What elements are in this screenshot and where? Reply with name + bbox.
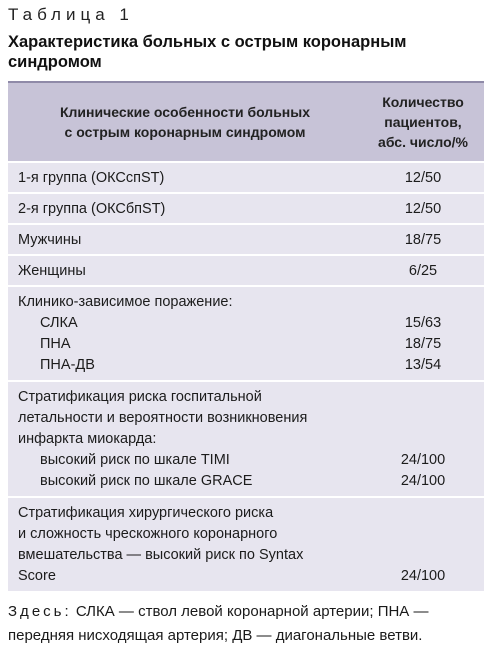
row-value: 18/75 — [404, 232, 442, 248]
header-count — [362, 92, 484, 152]
row-subitem: высокий риск по шкале TIMI — [40, 452, 230, 468]
row-text: Score — [18, 568, 56, 584]
table-row — [8, 192, 484, 223]
table-footnote — [8, 600, 488, 648]
row-text: Клинико-зависимое поражение: — [18, 294, 233, 310]
row-label: Женщины — [18, 263, 86, 279]
table-caption: Таблица 1 — [8, 5, 134, 24]
row-subitem: СЛКА — [40, 315, 78, 331]
row-text: Стратификация риска госпитальной — [18, 389, 262, 405]
row-subitem: ПНА — [40, 336, 71, 352]
title-line: Характеристика больных с острым коронарным — [8, 33, 407, 51]
row-label: 2-я группа (ОКСбпST) — [18, 201, 166, 217]
row-subvalue: 15/63 — [404, 315, 442, 331]
row-label: Мужчины — [18, 232, 82, 248]
table-title — [8, 32, 478, 72]
row-subvalue: 13/54 — [404, 357, 442, 373]
table-row — [8, 223, 484, 254]
row-subvalue: 24/100 — [400, 452, 446, 468]
header-text: пациентов, — [384, 114, 462, 130]
header-text: абс. число/% — [378, 134, 468, 150]
row-value — [362, 287, 484, 380]
row-subitem: ПНА-ДВ — [40, 357, 95, 373]
header-text: с острым коронарным синдромом — [64, 124, 306, 140]
row-subvalue: 24/100 — [400, 568, 446, 584]
row-label: 1-я группа (ОКСспST) — [18, 170, 165, 186]
table-header — [8, 81, 484, 161]
row-text: Стратификация хирургического риска — [18, 505, 274, 521]
row-label — [8, 382, 362, 496]
row-text: инфаркта миокарда: — [18, 431, 157, 447]
table-row — [8, 380, 484, 496]
row-subvalue: 18/75 — [404, 336, 442, 352]
row-text: и сложность чрескожного коронарного — [18, 526, 278, 542]
row-value — [362, 498, 484, 591]
table-row — [8, 254, 484, 285]
patients-table — [8, 81, 484, 591]
footnote-line — [8, 600, 488, 624]
table-row — [8, 285, 484, 380]
row-text: вмешательства — высокий риск по Syntax — [18, 547, 304, 563]
footnote-text: СЛКА — ствол левой коронарной артерии; ПНА — — [75, 603, 429, 620]
row-value: 12/50 — [404, 170, 442, 186]
row-subvalue: 24/100 — [400, 473, 446, 489]
table-row — [8, 496, 484, 591]
footnote-label: Здесь: — [8, 603, 72, 620]
footnote-line: передняя нисходящая артерия; ДВ — диагональные ветви. — [8, 627, 423, 644]
row-subitem: высокий риск по шкале GRACE — [40, 473, 253, 489]
row-value: 6/25 — [408, 263, 438, 279]
row-value: 12/50 — [404, 201, 442, 217]
row-label — [8, 498, 362, 591]
header-text: Количество — [382, 94, 464, 110]
title-line: синдромом — [8, 53, 102, 71]
row-text: летальности и вероятности возникновения — [18, 410, 308, 426]
header-text: Клинические особенности больных — [59, 104, 311, 120]
table-row — [8, 161, 484, 192]
row-label — [8, 287, 362, 380]
header-features — [8, 102, 362, 142]
row-value — [362, 382, 484, 496]
